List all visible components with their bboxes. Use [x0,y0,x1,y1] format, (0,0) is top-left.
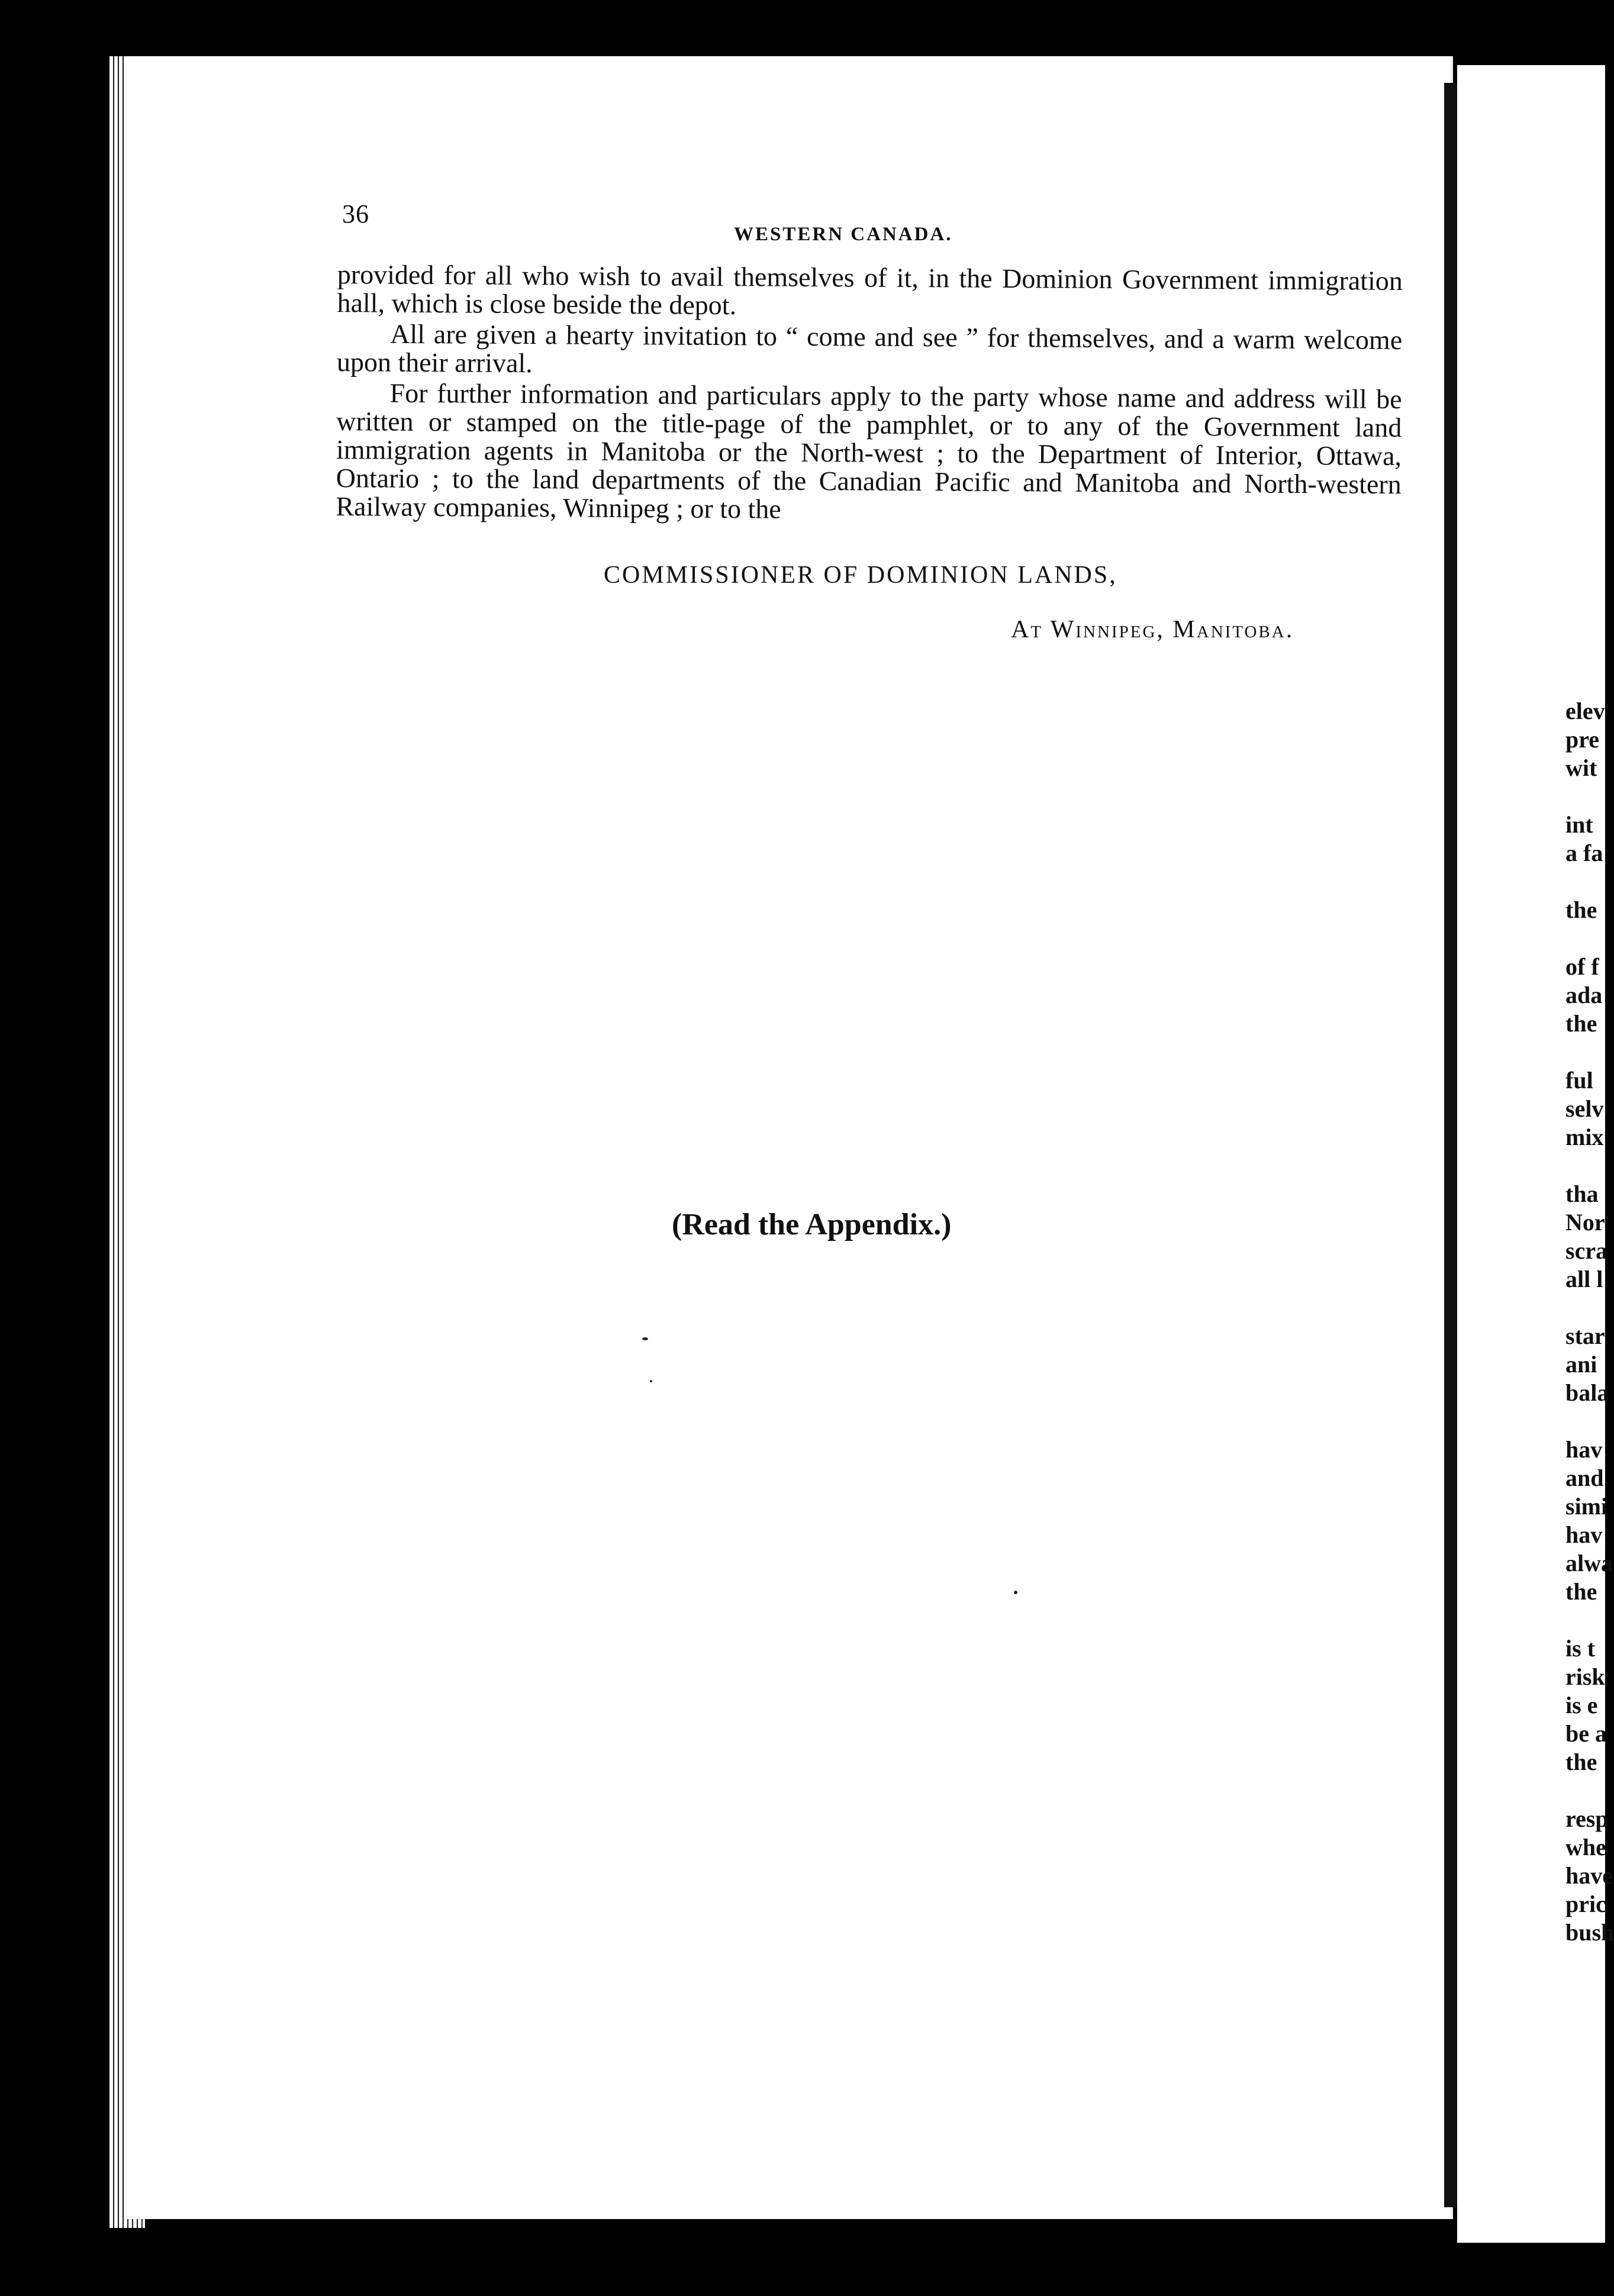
adjacent-page-line [1565,1038,1614,1066]
adjacent-page-line: and [1565,1465,1604,1491]
adjacent-page-line: ani [1565,1351,1597,1378]
adjacent-page-line: hav [1565,1436,1603,1463]
adjacent-page-line: the [1565,1010,1597,1037]
adjacent-page-line: int [1565,811,1593,838]
adjacent-page-line [1565,782,1614,811]
adjacent-page-line: ada [1565,982,1603,1008]
running-head: WESTERN CANADA. [734,224,953,245]
adjacent-page-line: scra [1565,1237,1608,1264]
adjacent-page-line: risk [1565,1663,1605,1690]
adjacent-page-line: be a [1565,1720,1607,1747]
adjacent-page-line: bala [1565,1379,1609,1406]
adjacent-page-line: selv [1565,1095,1604,1122]
adjacent-page-line [1565,1407,1614,1436]
adjacent-page-line: the [1565,1578,1597,1605]
adjacent-page-line: alwa [1565,1550,1613,1576]
adjacent-page-line: have [1565,1862,1613,1889]
signoff-title: COMMISSIONER OF DOMINION LANDS, [604,562,1117,589]
adjacent-page-line: whe [1565,1834,1606,1860]
signoff-place: At Winnipeg, Manitoba. [1011,616,1294,643]
adjacent-page-line: is e [1565,1692,1598,1718]
adjacent-page-line: simi [1565,1493,1608,1520]
adjacent-page-line: mix [1565,1124,1604,1150]
adjacent-page-line: is t [1565,1635,1595,1662]
adjacent-page-line: resp [1565,1805,1609,1832]
scan-speck [650,1380,652,1382]
adjacent-page-line: wit [1565,754,1597,781]
adjacent-page-line [1565,1152,1614,1180]
adjacent-page-line [1565,1606,1614,1634]
adjacent-page-line: a fa [1565,840,1603,866]
adjacent-page-line [1565,924,1614,953]
adjacent-page-line: hav [1565,1521,1603,1548]
scan-speck [642,1337,648,1340]
paragraph-1: provided for all who wish to avail themselves of it, in the Dominion Government immigration hall, which is close beside the depot. [337,259,1403,321]
page-gutter [1444,83,1457,2207]
adjacent-page-line [1565,1294,1614,1322]
adjacent-page-line: elev [1565,698,1605,724]
adjacent-page-line [1565,1776,1614,1805]
adjacent-page-line: all l [1565,1266,1603,1292]
paragraph-2: All are given a hearty invitation to “ come and see ” for themselves, and a warm welcome upon their arrival. [336,318,1403,379]
paragraph-3: For further information and particulars apply to the party whose name and address will be written or stamped on the title-page of the pamphlet, or to any of the Government land immigration agents in Manitoba or the North-west ; to the Department of Interior, Ottawa, Ontario ; to the land departments of the Canadian Pacific and Manitoba and North-western Railway companies, Winnipeg ; or to the [336,378,1402,524]
adjacent-page-line: tha [1565,1181,1599,1207]
adjacent-page-line: star [1565,1323,1605,1349]
page-number: 36 [342,199,369,228]
adjacent-page-text [1565,697,1614,1947]
adjacent-page-line: the [1565,1749,1597,1775]
adjacent-page-line [1565,868,1614,896]
appendix-note: (Read the Appendix.) [672,1208,952,1241]
adjacent-page-line: Nor [1565,1209,1605,1236]
adjacent-page-line: ful [1565,1067,1593,1094]
adjacent-page-line: pric [1565,1891,1606,1917]
body-text [336,260,1403,530]
adjacent-page-line: the [1565,897,1597,923]
adjacent-page-line: bush [1565,1919,1614,1946]
adjacent-page-line: of f [1565,953,1599,980]
scan-speck [1014,1591,1017,1594]
adjacent-page-line: pre [1565,726,1600,753]
